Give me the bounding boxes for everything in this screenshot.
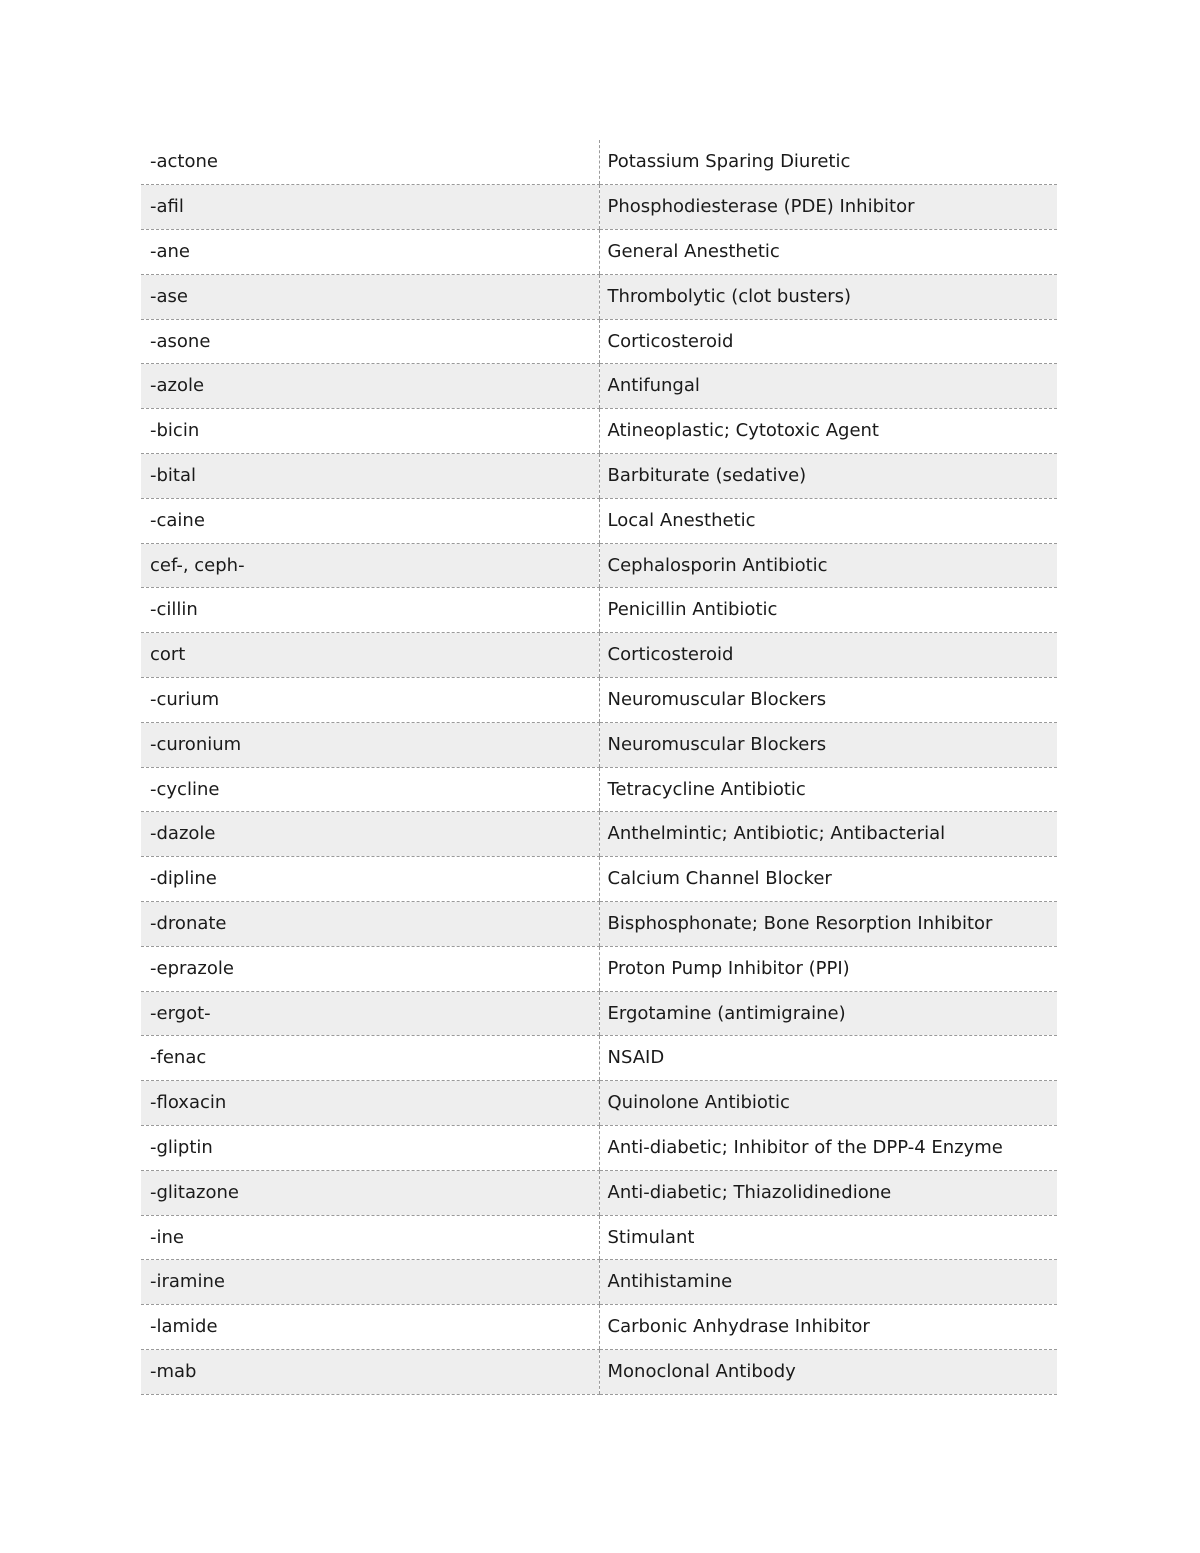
- drug-stem-table: [141, 140, 1057, 1395]
- stem-cell: -mab: [141, 1350, 599, 1395]
- table-row: [141, 991, 1057, 1036]
- stem-cell: -asone: [141, 319, 599, 364]
- table-row: [141, 1350, 1057, 1395]
- stem-cell: cort: [141, 633, 599, 678]
- table-row: [141, 498, 1057, 543]
- drug-class-cell: Barbiturate (sedative): [599, 454, 1057, 499]
- table-row: [141, 274, 1057, 319]
- drug-class-cell: Calcium Channel Blocker: [599, 857, 1057, 902]
- table-row: [141, 140, 1057, 185]
- table-row: [141, 1260, 1057, 1305]
- stem-cell: -ase: [141, 274, 599, 319]
- stem-cell: -actone: [141, 140, 599, 185]
- drug-class-cell: NSAID: [599, 1036, 1057, 1081]
- stem-cell: -gliptin: [141, 1126, 599, 1171]
- drug-class-cell: Penicillin Antibiotic: [599, 588, 1057, 633]
- stem-cell: -ane: [141, 230, 599, 275]
- drug-class-cell: Ergotamine (antimigraine): [599, 991, 1057, 1036]
- drug-class-cell: Antihistamine: [599, 1260, 1057, 1305]
- table-row: [141, 1081, 1057, 1126]
- drug-class-cell: Tetracycline Antibiotic: [599, 767, 1057, 812]
- stem-cell: -bicin: [141, 409, 599, 454]
- table-row: [141, 722, 1057, 767]
- drug-class-cell: Atineoplastic; Cytotoxic Agent: [599, 409, 1057, 454]
- table-row: [141, 767, 1057, 812]
- drug-class-cell: Thrombolytic (clot busters): [599, 274, 1057, 319]
- stem-cell: -cillin: [141, 588, 599, 633]
- stem-cell: -glitazone: [141, 1170, 599, 1215]
- stem-cell: -azole: [141, 364, 599, 409]
- table-row: [141, 1305, 1057, 1350]
- drug-class-cell: General Anesthetic: [599, 230, 1057, 275]
- stem-cell: -caine: [141, 498, 599, 543]
- table-row: [141, 633, 1057, 678]
- drug-class-cell: Carbonic Anhydrase Inhibitor: [599, 1305, 1057, 1350]
- stem-cell: -ergot-: [141, 991, 599, 1036]
- drug-class-cell: Phosphodiesterase (PDE) Inhibitor: [599, 185, 1057, 230]
- stem-cell: -iramine: [141, 1260, 599, 1305]
- stem-cell: -floxacin: [141, 1081, 599, 1126]
- drug-class-cell: Anti-diabetic; Inhibitor of the DPP-4 Enzyme: [599, 1126, 1057, 1171]
- stem-cell: -cycline: [141, 767, 599, 812]
- table-row: [141, 1126, 1057, 1171]
- table-row: [141, 230, 1057, 275]
- drug-class-cell: Anthelmintic; Antibiotic; Antibacterial: [599, 812, 1057, 857]
- table-row: [141, 364, 1057, 409]
- stem-cell: -curium: [141, 678, 599, 723]
- drug-class-cell: Bisphosphonate; Bone Resorption Inhibitor: [599, 902, 1057, 947]
- drug-class-cell: Cephalosporin Antibiotic: [599, 543, 1057, 588]
- drug-class-cell: Monoclonal Antibody: [599, 1350, 1057, 1395]
- drug-class-cell: Neuromuscular Blockers: [599, 722, 1057, 767]
- table-row: [141, 1170, 1057, 1215]
- drug-class-cell: Stimulant: [599, 1215, 1057, 1260]
- table-row: [141, 1036, 1057, 1081]
- stem-cell: -dipline: [141, 857, 599, 902]
- stem-cell: cef-, ceph-: [141, 543, 599, 588]
- stem-cell: -afil: [141, 185, 599, 230]
- table-row: [141, 543, 1057, 588]
- stem-cell: -ine: [141, 1215, 599, 1260]
- table-row: [141, 812, 1057, 857]
- table-row: [141, 946, 1057, 991]
- stem-cell: -fenac: [141, 1036, 599, 1081]
- table-row: [141, 409, 1057, 454]
- drug-class-cell: Neuromuscular Blockers: [599, 678, 1057, 723]
- drug-class-cell: Corticosteroid: [599, 633, 1057, 678]
- drug-class-cell: Potassium Sparing Diuretic: [599, 140, 1057, 185]
- stem-cell: -lamide: [141, 1305, 599, 1350]
- drug-class-cell: Proton Pump Inhibitor (PPI): [599, 946, 1057, 991]
- table-row: [141, 319, 1057, 364]
- table-row: [141, 185, 1057, 230]
- drug-class-cell: Quinolone Antibiotic: [599, 1081, 1057, 1126]
- stem-cell: -eprazole: [141, 946, 599, 991]
- stem-cell: -curonium: [141, 722, 599, 767]
- table-row: [141, 902, 1057, 947]
- table-row: [141, 857, 1057, 902]
- stem-cell: -bital: [141, 454, 599, 499]
- drug-class-cell: Antifungal: [599, 364, 1057, 409]
- table-row: [141, 588, 1057, 633]
- drug-class-cell: Local Anesthetic: [599, 498, 1057, 543]
- table-body: [141, 140, 1057, 1394]
- drug-class-cell: Corticosteroid: [599, 319, 1057, 364]
- table-row: [141, 454, 1057, 499]
- stem-cell: -dazole: [141, 812, 599, 857]
- table-row: [141, 678, 1057, 723]
- table-row: [141, 1215, 1057, 1260]
- stem-cell: -dronate: [141, 902, 599, 947]
- drug-class-cell: Anti-diabetic; Thiazolidinedione: [599, 1170, 1057, 1215]
